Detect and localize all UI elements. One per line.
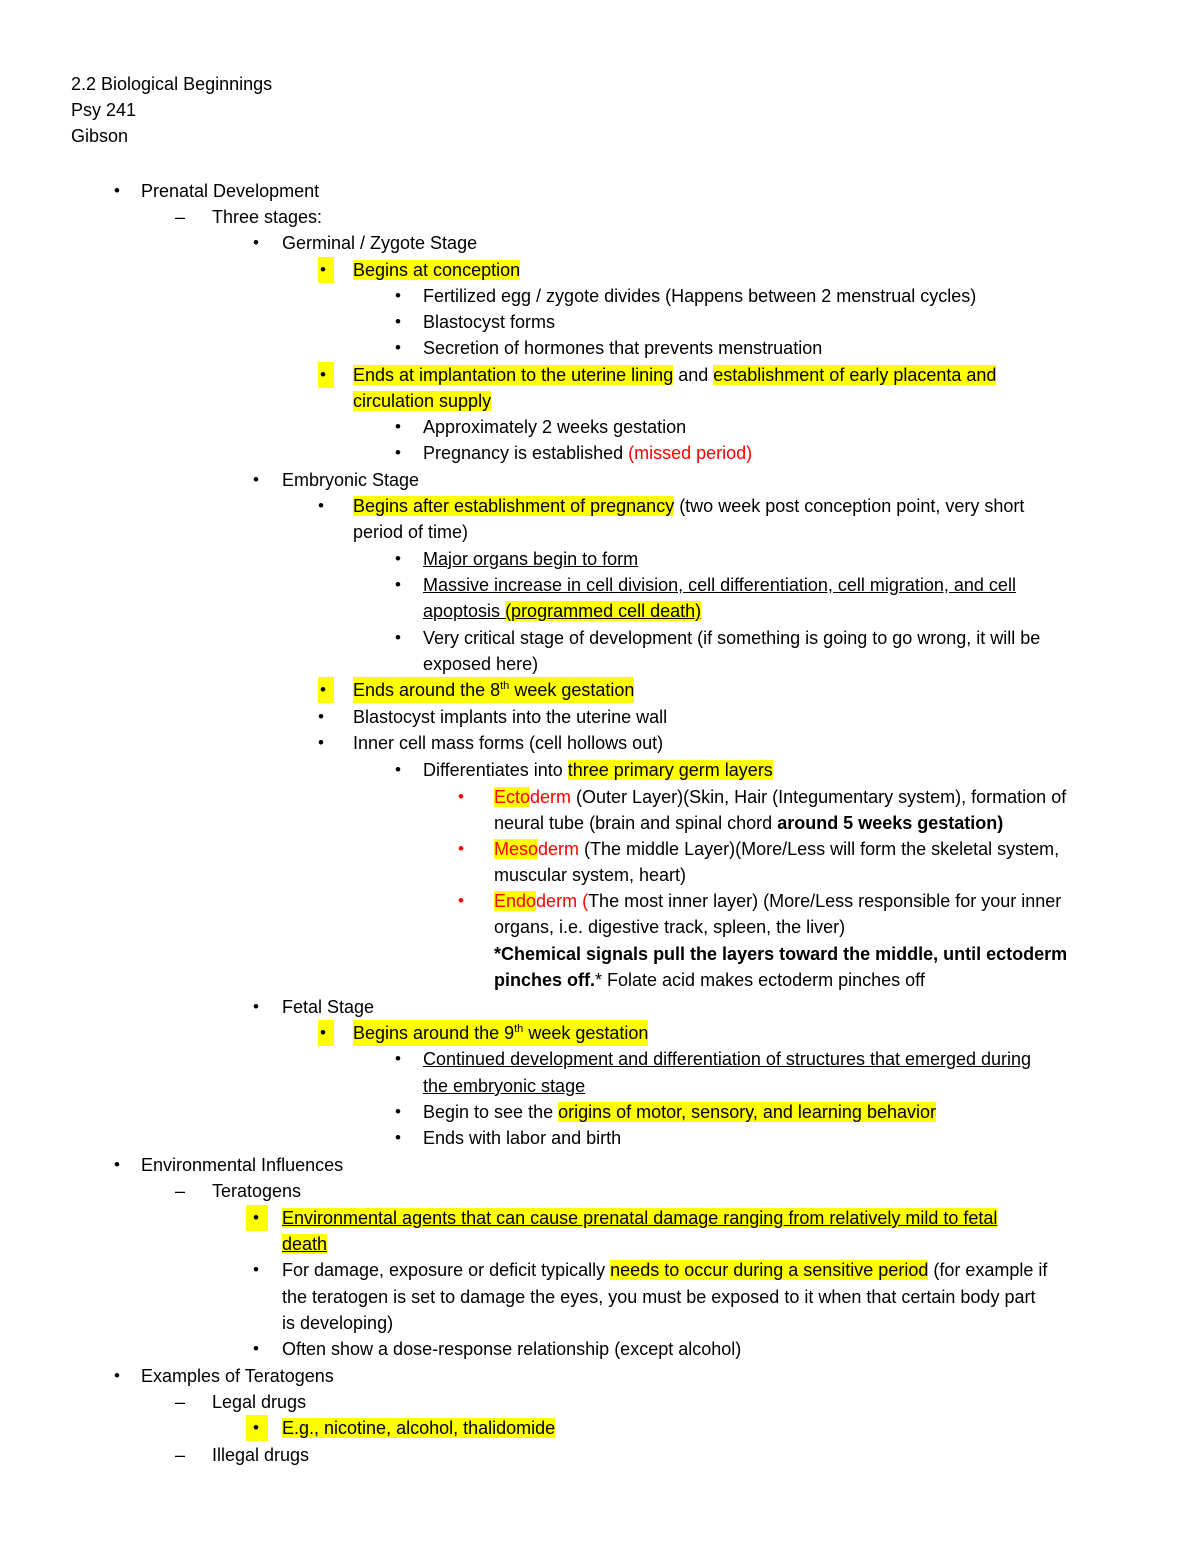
item-text [282, 1415, 555, 1441]
highlight: Begins at conception [353, 260, 521, 280]
text-run: (for example if [928, 1260, 1048, 1280]
text-run: week gestation [523, 1023, 649, 1043]
item-text [282, 1257, 1047, 1283]
item-text: organs, i.e. digestive track, spleen, the liver) [494, 917, 846, 937]
red-highlight: Endo [494, 891, 537, 911]
red-text: ( [577, 891, 589, 911]
list-item [0, 230, 1200, 256]
highlight: Environmental agents that can cause prenatal damage ranging from relatively mild to fetal [282, 1208, 998, 1228]
list-item-continuation [0, 914, 1200, 940]
list-item-continuation [0, 941, 1200, 967]
list-item-continuation [0, 1284, 1200, 1310]
list-item [0, 704, 1200, 730]
list-item [0, 1020, 1200, 1046]
bullet-marker: • [395, 628, 401, 647]
highlight: (programmed cell death) [505, 601, 702, 621]
bullet-marker: • [395, 1128, 401, 1147]
bullet-marker: • [318, 496, 324, 515]
item-text: Examples of Teratogens [141, 1366, 334, 1386]
item-text [282, 1205, 997, 1231]
item-text: Legal drugs [212, 1392, 307, 1412]
list-item [0, 1205, 1200, 1231]
list-item [0, 257, 1200, 283]
bullet-marker: • [253, 1260, 259, 1279]
text-run: (two week post conception point, very short [674, 496, 1025, 516]
item-text: Fetal Stage [282, 997, 375, 1017]
item-text: Germinal / Zygote Stage [282, 233, 478, 253]
dash-marker: – [175, 1445, 186, 1465]
list-item [0, 572, 1200, 598]
bullet-marker: • [253, 470, 259, 489]
list-item-continuation [0, 651, 1200, 677]
list-item [0, 283, 1200, 309]
item-text: Blastocyst forms [423, 312, 556, 332]
list-item [0, 1152, 1200, 1178]
list-item [0, 836, 1200, 862]
item-text: Illegal drugs [212, 1445, 310, 1465]
doc-title: 2.2 Biological Beginnings [71, 74, 273, 94]
text-run: and [673, 365, 714, 385]
highlight: establishment of early placenta and [713, 365, 997, 385]
text-run: neural tube (brain and spinal chord [494, 813, 778, 833]
bullet-marker: • [395, 760, 401, 779]
red-text: (missed period) [628, 443, 753, 463]
item-text [353, 257, 520, 283]
list-item [0, 178, 1200, 204]
item-text: *Chemical signals pull the layers toward the middle, until ectoderm [494, 944, 1068, 964]
text-run: (The middle Layer)(More/Less will form the skeletal system, [579, 839, 1060, 859]
item-text: Blastocyst implants into the uterine wall [353, 707, 668, 727]
item-text [353, 362, 996, 388]
bullet-marker: • [318, 362, 334, 388]
highlight: death [282, 1234, 328, 1254]
item-text [423, 1099, 936, 1125]
text-run: apoptosis [423, 601, 506, 621]
item-text [494, 967, 925, 993]
list-item [0, 1178, 1200, 1204]
highlight: three primary germ layers [567, 760, 773, 780]
item-text: Inner cell mass forms (cell hollows out) [353, 733, 664, 753]
bullet-marker: • [318, 707, 324, 726]
red-highlight: Meso [494, 839, 539, 859]
list-item [0, 1442, 1200, 1468]
list-item-continuation [0, 1310, 1200, 1336]
list-item [0, 994, 1200, 1020]
list-item [0, 1046, 1200, 1072]
item-text [494, 836, 1059, 862]
item-text: Massive increase in cell division, cell differentiation, cell migration, and cell [423, 575, 1016, 595]
bullet-marker: • [246, 1415, 268, 1441]
list-item-continuation [0, 388, 1200, 414]
list-item [0, 493, 1200, 519]
bullet-marker: • [395, 417, 401, 436]
text-run: Differentiates into [423, 760, 568, 780]
bullet-marker: • [246, 1205, 268, 1231]
list-item [0, 730, 1200, 756]
bullet-marker: • [458, 787, 464, 806]
bullet-marker: • [395, 1049, 401, 1068]
list-item [0, 625, 1200, 651]
item-text: Approximately 2 weeks gestation [423, 417, 687, 437]
item-text [282, 1231, 327, 1257]
list-item [0, 1125, 1200, 1151]
list-item [0, 1389, 1200, 1415]
bullet-marker: • [318, 677, 334, 703]
list-item [0, 888, 1200, 914]
list-item [0, 1415, 1200, 1441]
item-text [353, 1020, 648, 1046]
text-run: Begins around the 9 [353, 1023, 515, 1043]
item-text: the teratogen is set to damage the eyes, you must be exposed to it when that certain body part [282, 1287, 1036, 1307]
list-item [0, 677, 1200, 703]
bullet-marker: • [395, 312, 401, 331]
item-text: Often show a dose-response relationship (except alcohol) [282, 1339, 742, 1359]
item-text [494, 810, 1003, 836]
bullet-marker: • [395, 338, 401, 357]
list-item-continuation [0, 810, 1200, 836]
instructor-name: Gibson [71, 126, 129, 146]
bullet-marker: • [395, 443, 401, 462]
bullet-marker: • [114, 1155, 120, 1174]
item-text: period of time) [353, 522, 469, 542]
text-run: Ends around the 8 [353, 680, 501, 700]
bold-text: pinches off. [494, 970, 596, 990]
bullet-marker: • [395, 575, 401, 594]
item-text: Secretion of hormones that prevents menstruation [423, 338, 823, 358]
dash-marker: – [175, 1181, 186, 1201]
text-run: The most inner layer) (More/Less responsible for your inner [588, 891, 1062, 911]
item-text: the embryonic stage [423, 1076, 586, 1096]
bullet-marker: • [458, 839, 464, 858]
bullet-marker: • [318, 733, 324, 752]
bullet-marker: • [395, 286, 401, 305]
item-text [423, 757, 773, 783]
bullet-marker: • [395, 549, 401, 568]
item-text: exposed here) [423, 654, 539, 674]
item-text: Fertilized egg / zygote divides (Happens between 2 menstrual cycles) [423, 286, 977, 306]
item-text: is developing) [282, 1313, 394, 1333]
item-text [423, 440, 752, 466]
list-item-continuation [0, 967, 1200, 993]
dash-marker: – [175, 1392, 186, 1412]
item-text: Continued development and differentiation of structures that emerged during [423, 1049, 1032, 1069]
item-text [494, 784, 1066, 810]
list-item [0, 440, 1200, 466]
item-text: Three stages: [212, 207, 323, 227]
list-item [0, 546, 1200, 572]
bullet-marker: • [114, 181, 120, 200]
list-item [0, 757, 1200, 783]
item-text [353, 388, 491, 414]
list-item [0, 1099, 1200, 1125]
list-item [0, 414, 1200, 440]
bullet-marker: • [458, 891, 464, 910]
highlight: E.g., nicotine, alcohol, thalidomide [282, 1418, 556, 1438]
list-item [0, 467, 1200, 493]
item-text: Environmental Influences [141, 1155, 344, 1175]
list-item-continuation [0, 519, 1200, 545]
list-item-continuation [0, 862, 1200, 888]
list-item [0, 1363, 1200, 1389]
bold-text: around 5 weeks gestation) [777, 813, 1004, 833]
highlight: Begins after establishment of pregnancy [353, 496, 675, 516]
highlight: Ends at implantation to the uterine lining [353, 365, 674, 385]
red-highlight: Ecto [494, 787, 531, 807]
list-item [0, 204, 1200, 230]
item-text: muscular system, heart) [494, 865, 687, 885]
item-text [353, 677, 634, 703]
item-text: Ends with labor and birth [423, 1128, 622, 1148]
item-text: Very critical stage of development (if something is going to go wrong, it will be [423, 628, 1041, 648]
list-item-continuation [0, 1073, 1200, 1099]
list-item [0, 362, 1200, 388]
text-run: week gestation [509, 680, 635, 700]
list-item [0, 1336, 1200, 1362]
bullet-marker: • [253, 1339, 259, 1358]
item-text: Embryonic Stage [282, 470, 420, 490]
list-item [0, 335, 1200, 361]
highlight: origins of motor, sensory, and learning behavior [558, 1102, 936, 1122]
red-text: derm [530, 787, 572, 807]
text-run: Pregnancy is established [423, 443, 629, 463]
text-run: Begin to see the [423, 1102, 559, 1122]
item-text [353, 493, 1024, 519]
bullet-marker: • [318, 257, 334, 283]
list-item [0, 784, 1200, 810]
item-text: Teratogens [212, 1181, 302, 1201]
list-item-continuation [0, 598, 1200, 624]
highlight: needs to occur during a sensitive period [610, 1260, 929, 1280]
list-item [0, 1257, 1200, 1283]
highlight: circulation supply [353, 391, 492, 411]
red-text: derm [536, 891, 578, 911]
bullet-marker: • [253, 997, 259, 1016]
superscript: th [500, 680, 510, 692]
bullet-marker: • [395, 1102, 401, 1121]
list-item [0, 309, 1200, 335]
item-text [423, 598, 701, 624]
course-code: Psy 241 [71, 100, 137, 120]
dash-marker: – [175, 207, 186, 227]
item-text: Prenatal Development [141, 181, 320, 201]
red-text: derm [538, 839, 580, 859]
bullet-marker: • [253, 233, 259, 252]
text-run: For damage, exposure or deficit typically [282, 1260, 611, 1280]
text-run: (Outer Layer)(Skin, Hair (Integumentary system), formation of [571, 787, 1067, 807]
text-run: * Folate acid makes ectoderm pinches off [595, 970, 925, 990]
bullet-marker: • [318, 1020, 334, 1046]
bullet-marker: • [114, 1366, 120, 1385]
list-item-continuation [0, 1231, 1200, 1257]
item-text [494, 888, 1061, 914]
item-text: Major organs begin to form [423, 549, 639, 569]
superscript: th [514, 1023, 524, 1035]
